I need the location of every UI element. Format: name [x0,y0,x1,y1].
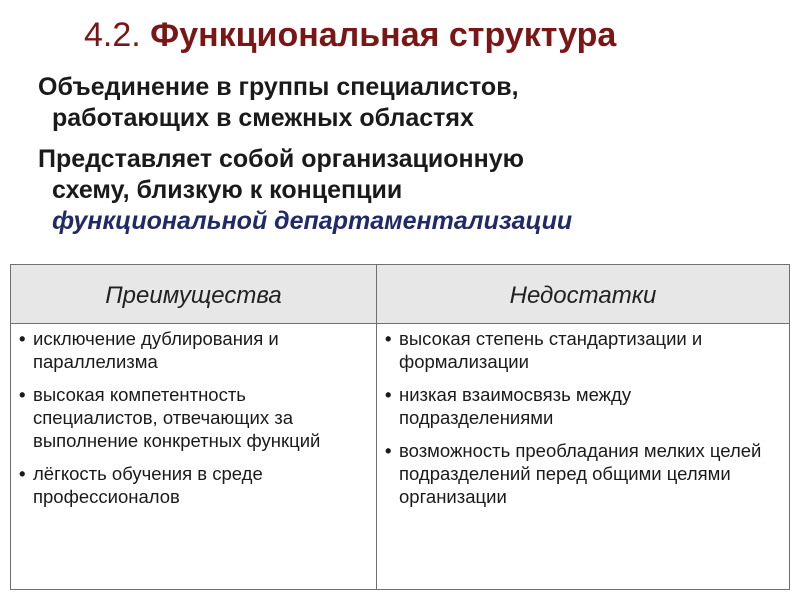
advantages-cell [19,327,371,518]
header-disadvantages: Недостатки [509,282,657,309]
disadvantage-text: возможность преобладания мелких целей подразделений перед общими целями организации [399,440,762,507]
intro-p1-line1: Объединение в группы специалистов, [38,73,519,101]
disadvantage-text: высокая степень стандартизации и формализации [399,328,703,372]
intro-block [38,72,778,247]
intro-paragraph-1 [38,72,778,134]
bullet-icon: • [19,384,26,405]
bullet-icon: • [385,440,392,461]
column-divider [376,265,377,589]
advantage-text: высокая компетентность специалистов, отвечающих за выполнение конкретных функций [33,384,321,451]
advantage-text: лёгкость обучения в среде профессионалов [33,463,263,507]
comparison-table [10,264,790,590]
table-header-row [11,265,789,324]
intro-paragraph-2 [38,144,778,237]
header-advantages: Преимущества [105,282,282,309]
intro-p2-line3-accent: функциональной департаментализации [52,207,573,235]
title-text: Функциональная структура [150,16,617,54]
bullet-icon: • [385,384,392,405]
intro-p2-line1: Представляет собой организационную [38,145,524,173]
disadvantage-text: низкая взаимосвязь между подразделениями [399,384,632,428]
advantage-item [19,462,371,508]
advantage-item [19,383,371,452]
advantage-item [19,327,371,373]
disadvantage-item [385,383,785,429]
intro-p1-line2: работающих в смежных областях [52,104,474,132]
bullet-icon: • [19,328,26,349]
bullet-icon: • [385,328,392,349]
slide-title [84,16,616,55]
disadvantage-item [385,327,785,373]
advantage-text: исключение дублирования и параллелизма [33,328,279,372]
title-number: 4.2. [84,16,141,54]
bullet-icon: • [19,463,26,484]
disadvantage-item [385,439,785,508]
disadvantages-cell [385,327,785,518]
intro-p2-line2: схему, близкую к концепции [52,176,403,204]
